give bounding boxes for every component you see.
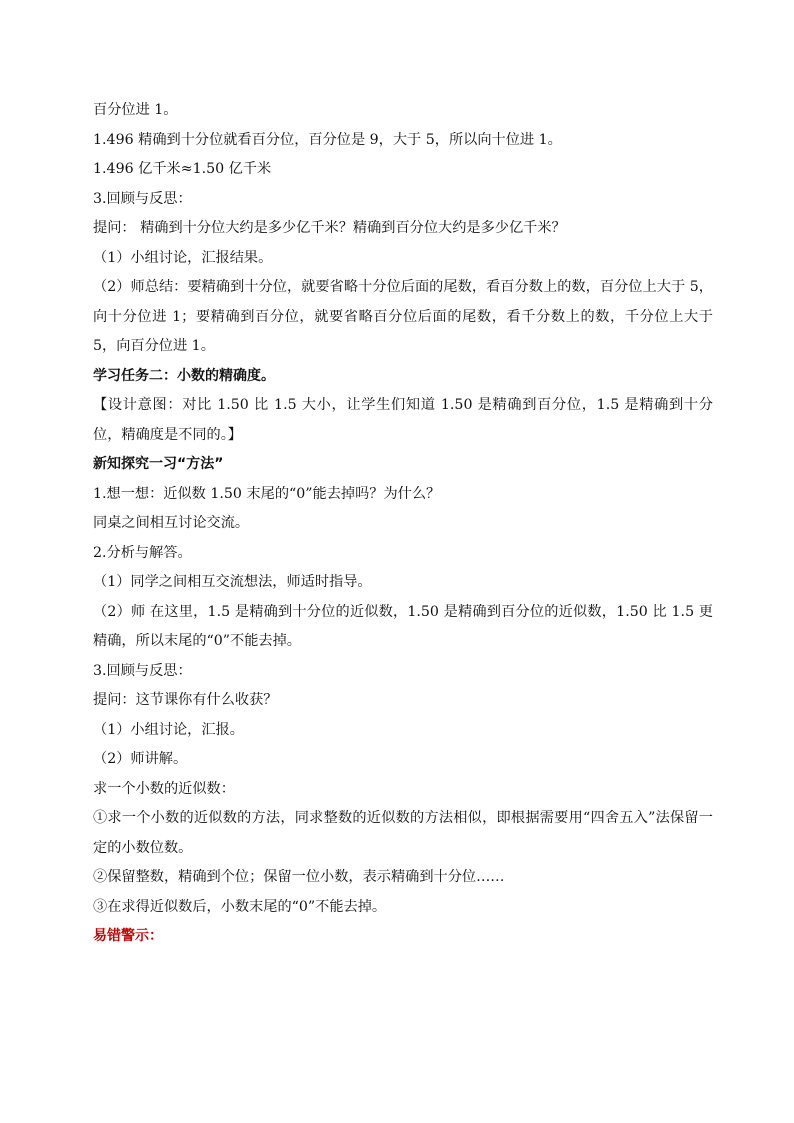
text-line: 1.496 精确到十分位就看百分位，百分位是 9，大于 5，所以向十位进 1。 [93,131,562,148]
text-line: 求一个小数的近似数： [93,780,235,797]
text-line: 提问：这节课你有什么收获？ [93,692,278,708]
text-paragraph: ①求一个小数的近似数的方法，同求整数的近似数的方法相似，即根据需要用“四舍五入”法保留一定的小数位数。 [93,810,713,856]
section-heading: 2.分析与解答。 [93,544,192,561]
text-line: 1.496 亿千米≈1.50 亿千米 [93,161,272,177]
section-heading: 3.回顾与反思： [93,190,192,207]
section-heading: 3.回顾与反思： [93,662,192,679]
text-line: （1）同学之间相互交流想法，师适时指导。 [93,574,372,590]
text-line: （1）小组讨论，汇报。 [93,721,244,738]
text-line: （1）小组讨论，汇报结果。 [93,249,273,266]
task-heading: 学习任务二：小数的精确度。 [93,367,275,384]
text-line: 1.想一想：近似数 1.50 末尾的“0”能去掉吗？为什么？ [93,485,441,502]
text-line: 同桌之间相互讨论交流。 [93,515,250,531]
text-line: ②保留整数，精确到个位；保留一位小数，表示精确到十分位…… [93,869,505,885]
text-line: 提问： 精确到十分位大约是多少亿千米？精确到百分位大约是多少亿千米？ [93,220,566,236]
text-line: 百分位进 1。 [93,102,178,118]
section-heading-bold: 新知探究一习“方法” [93,456,224,472]
text-paragraph: （2）师 在这里，1.5 是精确到十分位的近似数，1.50 是精确到百分位的近似数，1.50 比 1.5 更精确，所以末尾的“0”不能去掉。 [93,603,713,649]
document-page [93,96,713,952]
design-intent-paragraph: 【设计意图：对比 1.50 比 1.5 大小，让学生们知道 1.50 是精确到百分位，1.5 是精确到十分位，精确度是不同的。】 [93,397,713,443]
text-line: （2）师讲解。 [93,751,188,767]
text-line: ③在求得近似数后，小数末尾的“0”不能去掉。 [93,898,387,915]
text-paragraph: （2）师总结：要精确到十分位，就要省略十分位后面的尾数，看百分数上的数，百分位上大于 5，向十分位进 1；要精确到百分位，就要省略百分位后面的尾数，看千分数上的数，千分位上大于 5，向百分位进 1。 [93,279,713,354]
error-warning-heading: 易错警示： [93,928,163,944]
